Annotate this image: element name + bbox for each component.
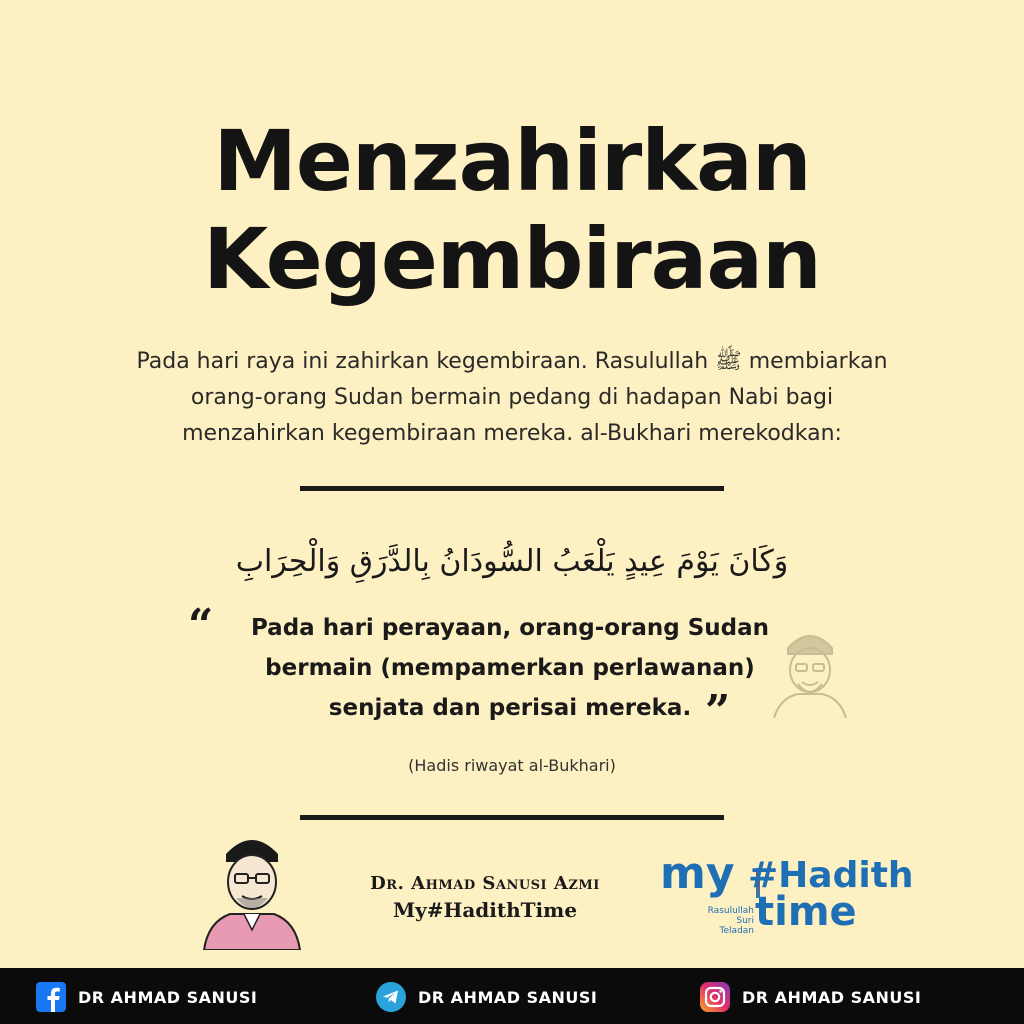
title-line-2: Kegembiraan — [203, 210, 821, 308]
logo-tagline-1: Rasulullah — [707, 906, 754, 916]
intro-line-3: menzahirkan kegembiraan mereka. al-Bukhari merekodkan: — [182, 421, 842, 446]
instagram-link[interactable] — [700, 982, 921, 1012]
logo-time: time — [755, 889, 857, 935]
telegram-link[interactable] — [376, 982, 597, 1012]
intro-line-1: Pada hari raya ini zahirkan kegembiraan. Rasulullah ﷺ membiarkan — [136, 349, 888, 374]
translation-line-1: Pada hari perayaan, orang-orang Sudan — [250, 615, 770, 641]
author-sketch-faded — [768, 618, 852, 722]
logo-tagline — [674, 906, 754, 936]
social-footer — [0, 968, 1024, 1024]
author-hashtag: My#HadithTime — [392, 898, 578, 922]
divider-bottom — [300, 815, 724, 820]
logo-tagline-3: Teladan — [719, 926, 754, 936]
facebook-icon — [36, 982, 66, 1012]
logo-tagline-2: Suri — [736, 916, 754, 926]
title-line-1: Menzahirkan — [213, 112, 811, 210]
telegram-icon — [376, 982, 406, 1012]
hadith-arabic-text: وَكَانَ يَوْمَ عِيدٍ يَلْعَبُ السُّودَانُ بِالدَّرَقِ وَالْحِرَابِ — [235, 544, 789, 579]
intro-line-2: orang-orang Sudan bermain pedang di hadapan Nabi bagi — [190, 385, 834, 410]
author-caricature — [200, 826, 304, 954]
logo-hadith: #Hadith — [748, 855, 914, 896]
open-quote-mark: “ — [188, 600, 214, 651]
translation-line-2: bermain (mempamerkan perlawanan) — [265, 655, 755, 681]
author-block — [330, 873, 640, 922]
my-hadith-time-logo — [660, 848, 914, 942]
intro-paragraph — [70, 344, 954, 452]
divider-top — [300, 486, 724, 491]
instagram-label: DR AHMAD SANUSI — [742, 987, 922, 1007]
facebook-link[interactable] — [36, 982, 257, 1012]
facebook-label: DR AHMAD SANUSI — [78, 987, 258, 1007]
author-name: Dr. Ahmad Sanusi Azmi — [370, 873, 600, 894]
logo-my: my — [660, 848, 735, 899]
instagram-icon — [700, 982, 730, 1012]
translation-line-3: senjata dan perisai mereka. — [328, 695, 692, 721]
telegram-label: DR AHMAD SANUSI — [418, 987, 598, 1007]
close-quote-mark: ” — [705, 686, 731, 737]
hadith-source: (Hadis riwayat al-Bukhari) — [408, 756, 616, 775]
page-title — [0, 112, 1024, 308]
